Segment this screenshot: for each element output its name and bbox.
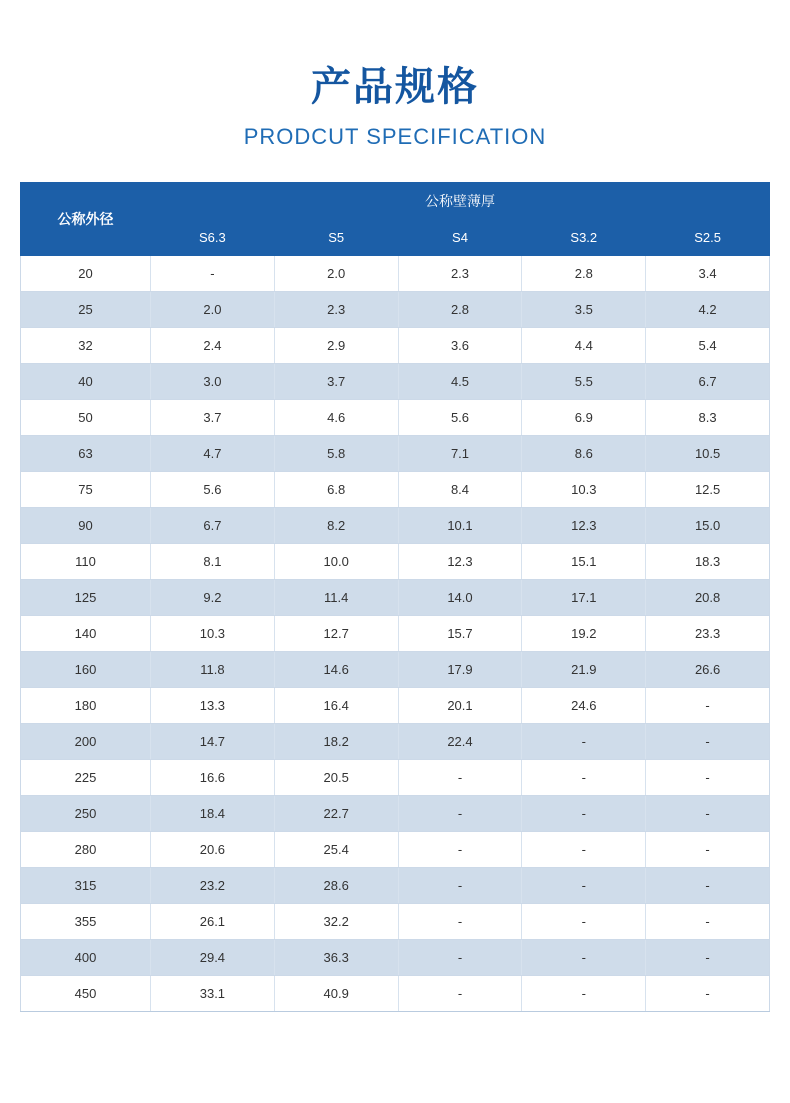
cell-wall-thickness: 21.9 [522, 652, 646, 688]
cell-wall-thickness: 2.9 [274, 328, 398, 364]
cell-wall-thickness: 10.1 [398, 508, 522, 544]
cell-wall-thickness: 8.1 [151, 544, 275, 580]
cell-outer-diameter: 63 [21, 436, 151, 472]
cell-wall-thickness: 3.5 [522, 292, 646, 328]
cell-wall-thickness: - [522, 796, 646, 832]
cell-wall-thickness: 10.3 [151, 616, 275, 652]
cell-outer-diameter: 50 [21, 400, 151, 436]
cell-outer-diameter: 140 [21, 616, 151, 652]
cell-wall-thickness: 2.0 [151, 292, 275, 328]
cell-wall-thickness: 16.4 [274, 688, 398, 724]
cell-wall-thickness: 20.5 [274, 760, 398, 796]
column-header-s5: S5 [274, 219, 398, 256]
cell-outer-diameter: 32 [21, 328, 151, 364]
column-header-s63: S6.3 [151, 219, 275, 256]
cell-wall-thickness: 5.5 [522, 364, 646, 400]
cell-wall-thickness: 4.2 [646, 292, 770, 328]
table-row [21, 472, 770, 508]
cell-wall-thickness: 3.0 [151, 364, 275, 400]
cell-wall-thickness: 2.3 [274, 292, 398, 328]
column-header-s25: S2.5 [646, 219, 770, 256]
cell-wall-thickness: - [646, 688, 770, 724]
column-header-wall-thickness-group: 公称壁薄厚 [151, 183, 770, 219]
table-row [21, 436, 770, 472]
cell-wall-thickness: 4.5 [398, 364, 522, 400]
cell-outer-diameter: 315 [21, 868, 151, 904]
column-header-s32: S3.2 [522, 219, 646, 256]
table-row [21, 364, 770, 400]
cell-wall-thickness: 12.7 [274, 616, 398, 652]
cell-wall-thickness: 23.3 [646, 616, 770, 652]
cell-wall-thickness: 33.1 [151, 976, 275, 1012]
cell-wall-thickness: - [522, 868, 646, 904]
cell-outer-diameter: 355 [21, 904, 151, 940]
cell-wall-thickness: - [398, 940, 522, 976]
cell-outer-diameter: 75 [21, 472, 151, 508]
table-head [21, 183, 770, 256]
table-row [21, 760, 770, 796]
cell-wall-thickness: 2.4 [151, 328, 275, 364]
cell-wall-thickness: 3.6 [398, 328, 522, 364]
cell-wall-thickness: 36.3 [274, 940, 398, 976]
cell-wall-thickness: - [151, 256, 275, 292]
cell-wall-thickness: 7.1 [398, 436, 522, 472]
cell-wall-thickness: - [522, 832, 646, 868]
cell-outer-diameter: 225 [21, 760, 151, 796]
cell-wall-thickness: 8.6 [522, 436, 646, 472]
cell-wall-thickness: 6.7 [151, 508, 275, 544]
cell-wall-thickness: 29.4 [151, 940, 275, 976]
cell-wall-thickness: 10.5 [646, 436, 770, 472]
cell-wall-thickness: 5.4 [646, 328, 770, 364]
cell-wall-thickness: 8.2 [274, 508, 398, 544]
cell-outer-diameter: 25 [21, 292, 151, 328]
table-row [21, 400, 770, 436]
cell-wall-thickness: 17.9 [398, 652, 522, 688]
cell-outer-diameter: 180 [21, 688, 151, 724]
cell-wall-thickness: - [522, 940, 646, 976]
cell-wall-thickness: 12.3 [522, 508, 646, 544]
cell-wall-thickness: 14.0 [398, 580, 522, 616]
cell-wall-thickness: 18.3 [646, 544, 770, 580]
cell-wall-thickness: 3.4 [646, 256, 770, 292]
table-header-row-group [21, 183, 770, 219]
cell-outer-diameter: 20 [21, 256, 151, 292]
cell-wall-thickness: 14.7 [151, 724, 275, 760]
cell-wall-thickness: - [398, 904, 522, 940]
cell-wall-thickness: - [398, 832, 522, 868]
cell-wall-thickness: 19.2 [522, 616, 646, 652]
cell-wall-thickness: 40.9 [274, 976, 398, 1012]
table-row [21, 724, 770, 760]
cell-wall-thickness: 10.0 [274, 544, 398, 580]
cell-wall-thickness: - [398, 760, 522, 796]
cell-outer-diameter: 110 [21, 544, 151, 580]
cell-wall-thickness: - [398, 976, 522, 1012]
cell-wall-thickness: 5.8 [274, 436, 398, 472]
cell-outer-diameter: 280 [21, 832, 151, 868]
table-row [21, 256, 770, 292]
table-row [21, 616, 770, 652]
table-row [21, 328, 770, 364]
cell-wall-thickness: - [522, 976, 646, 1012]
cell-wall-thickness: - [522, 760, 646, 796]
cell-wall-thickness: 13.3 [151, 688, 275, 724]
page-subtitle: PRODCUT SPECIFICATION [243, 124, 547, 149]
cell-outer-diameter: 200 [21, 724, 151, 760]
cell-outer-diameter: 90 [21, 508, 151, 544]
cell-wall-thickness: 12.5 [646, 472, 770, 508]
cell-wall-thickness: - [398, 796, 522, 832]
cell-wall-thickness: 2.0 [274, 256, 398, 292]
cell-wall-thickness: - [646, 940, 770, 976]
cell-wall-thickness: 26.1 [151, 904, 275, 940]
cell-wall-thickness: - [646, 796, 770, 832]
cell-wall-thickness: - [646, 904, 770, 940]
cell-wall-thickness: 20.6 [151, 832, 275, 868]
cell-wall-thickness: 16.6 [151, 760, 275, 796]
cell-wall-thickness: 28.6 [274, 868, 398, 904]
cell-wall-thickness: 5.6 [398, 400, 522, 436]
table-row [21, 688, 770, 724]
cell-wall-thickness: 25.4 [274, 832, 398, 868]
table-body [21, 256, 770, 1012]
table-row [21, 580, 770, 616]
table-row [21, 904, 770, 940]
table-row [21, 976, 770, 1012]
table-row [21, 292, 770, 328]
cell-wall-thickness: 23.2 [151, 868, 275, 904]
cell-wall-thickness: 22.4 [398, 724, 522, 760]
cell-outer-diameter: 40 [21, 364, 151, 400]
cell-outer-diameter: 450 [21, 976, 151, 1012]
cell-wall-thickness: - [646, 832, 770, 868]
cell-wall-thickness: 15.0 [646, 508, 770, 544]
cell-outer-diameter: 125 [21, 580, 151, 616]
cell-wall-thickness: 9.2 [151, 580, 275, 616]
cell-wall-thickness: 2.8 [398, 292, 522, 328]
cell-wall-thickness: 4.6 [274, 400, 398, 436]
cell-wall-thickness: 11.4 [274, 580, 398, 616]
cell-wall-thickness: 24.6 [522, 688, 646, 724]
cell-wall-thickness: 15.1 [522, 544, 646, 580]
cell-wall-thickness: 3.7 [274, 364, 398, 400]
specification-table-wrapper [20, 182, 770, 1012]
cell-wall-thickness: - [646, 760, 770, 796]
cell-wall-thickness: 32.2 [274, 904, 398, 940]
table-row [21, 652, 770, 688]
page-header [20, 0, 770, 150]
column-header-s4: S4 [398, 219, 522, 256]
cell-wall-thickness: 5.6 [151, 472, 275, 508]
cell-wall-thickness: 4.7 [151, 436, 275, 472]
cell-wall-thickness: 6.9 [522, 400, 646, 436]
cell-wall-thickness: 20.1 [398, 688, 522, 724]
cell-wall-thickness: 12.3 [398, 544, 522, 580]
table-row [21, 544, 770, 580]
table-row [21, 508, 770, 544]
cell-outer-diameter: 400 [21, 940, 151, 976]
cell-wall-thickness: 15.7 [398, 616, 522, 652]
cell-wall-thickness: 17.1 [522, 580, 646, 616]
table-row [21, 940, 770, 976]
cell-wall-thickness: 14.6 [274, 652, 398, 688]
cell-wall-thickness: 8.4 [398, 472, 522, 508]
cell-wall-thickness: 2.8 [522, 256, 646, 292]
cell-wall-thickness: 20.8 [646, 580, 770, 616]
cell-wall-thickness: - [398, 868, 522, 904]
cell-wall-thickness: 18.4 [151, 796, 275, 832]
cell-wall-thickness: 10.3 [522, 472, 646, 508]
cell-wall-thickness: 26.6 [646, 652, 770, 688]
cell-wall-thickness: - [646, 976, 770, 1012]
table-row [21, 796, 770, 832]
column-header-outer-diameter: 公称外径 [21, 183, 151, 256]
page-title: 产品规格 [311, 65, 479, 109]
cell-wall-thickness: 2.3 [398, 256, 522, 292]
table-row [21, 868, 770, 904]
cell-wall-thickness: - [522, 904, 646, 940]
cell-wall-thickness: 8.3 [646, 400, 770, 436]
cell-wall-thickness: - [522, 724, 646, 760]
cell-wall-thickness: 6.7 [646, 364, 770, 400]
cell-wall-thickness: 3.7 [151, 400, 275, 436]
specification-table [20, 182, 770, 1012]
cell-wall-thickness: 6.8 [274, 472, 398, 508]
cell-wall-thickness: 22.7 [274, 796, 398, 832]
cell-outer-diameter: 250 [21, 796, 151, 832]
cell-wall-thickness: - [646, 724, 770, 760]
cell-wall-thickness: 11.8 [151, 652, 275, 688]
cell-wall-thickness: 4.4 [522, 328, 646, 364]
cell-wall-thickness: 18.2 [274, 724, 398, 760]
cell-wall-thickness: - [646, 868, 770, 904]
table-row [21, 832, 770, 868]
cell-outer-diameter: 160 [21, 652, 151, 688]
